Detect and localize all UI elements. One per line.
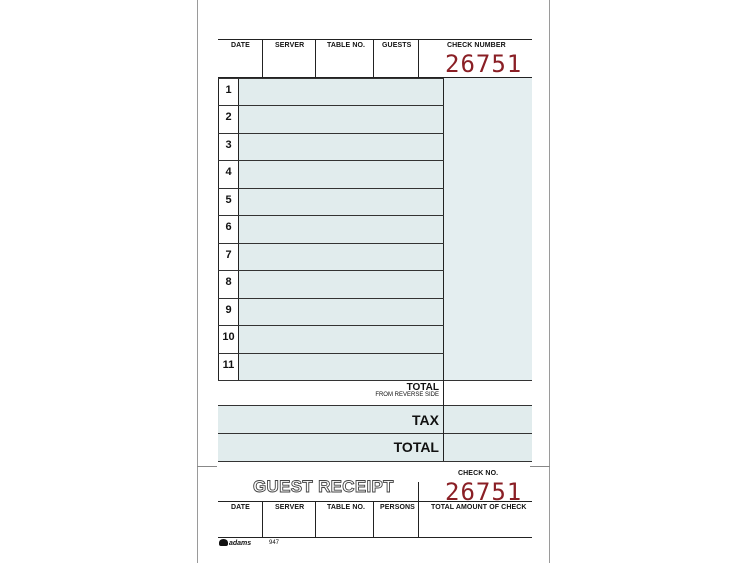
tax-label: TAX (412, 412, 439, 428)
header-divider (418, 39, 419, 78)
item-row-number: 8 (225, 276, 232, 288)
receipt-check-number: 26751 (445, 478, 523, 506)
receipt-date-label: DATE (231, 504, 250, 511)
receipt-divider (262, 501, 263, 538)
item-row-rule (218, 78, 444, 79)
totals-bottom-rule (218, 461, 532, 462)
subtotal-label: TOTAL (406, 382, 439, 393)
header-divider (373, 39, 374, 78)
perforation-mark (197, 466, 217, 467)
table-number-label: TABLE NO. (327, 42, 366, 49)
guests-label: GUESTS (382, 42, 412, 49)
item-row-rule (218, 105, 444, 106)
guest-receipt-title: GUEST RECEIPT (253, 477, 394, 496)
amount-column (443, 78, 532, 380)
item-row-number: 3 (225, 139, 232, 151)
item-row-number: 1 (225, 84, 232, 96)
receipt-divider (315, 501, 316, 538)
item-row-rule (218, 298, 444, 299)
item-row-number: 11 (222, 359, 235, 371)
server-label: SERVER (275, 42, 305, 49)
tax-row (218, 406, 532, 433)
grand-total-label: TOTAL (393, 439, 439, 455)
header-divider (315, 39, 316, 78)
date-label: DATE (231, 42, 250, 49)
receipt-persons-label: PERSONS (380, 504, 415, 511)
item-row-rule (218, 215, 444, 216)
receipt-divider (373, 501, 374, 538)
item-row-rule (218, 270, 444, 271)
item-row-rule (218, 243, 444, 244)
item-row-number: 7 (225, 249, 232, 261)
item-row-rule (218, 160, 444, 161)
item-row-rule (218, 188, 444, 189)
totals-top-rule (218, 380, 532, 381)
receipt-total-amount-label: TOTAL AMOUNT OF CHECK (431, 504, 527, 511)
item-row-number: 10 (222, 331, 235, 343)
item-row-rule (218, 353, 444, 354)
grand-total-row (218, 434, 532, 461)
receipt-table-number-label: TABLE NO. (327, 504, 366, 511)
check-number-label: CHECK NUMBER (447, 42, 506, 49)
adams-logo-icon (219, 539, 228, 546)
item-row-number: 9 (225, 304, 232, 316)
header-divider (262, 39, 263, 78)
from-reverse-side-label: FROM REVERSE SIDE (375, 392, 439, 398)
perforation-mark (530, 466, 550, 467)
row-number-divider (238, 78, 239, 380)
brand-name: adams (229, 540, 252, 547)
totals-amount-divider (443, 380, 444, 461)
receipt-check-no-label: CHECK NO. (458, 470, 499, 477)
item-row-number: 4 (225, 166, 232, 178)
receipt-divider (418, 501, 419, 538)
item-row-number: 5 (225, 194, 232, 206)
form-number: 947 (269, 540, 280, 546)
check-number: 26751 (445, 50, 523, 78)
item-row-rule (218, 133, 444, 134)
adams-logo (219, 539, 251, 547)
item-row-number: 6 (225, 221, 232, 233)
item-row-number: 2 (225, 111, 232, 123)
receipt-check-divider (418, 482, 419, 501)
item-row-rule (218, 325, 444, 326)
receipt-server-label: SERVER (275, 504, 305, 511)
